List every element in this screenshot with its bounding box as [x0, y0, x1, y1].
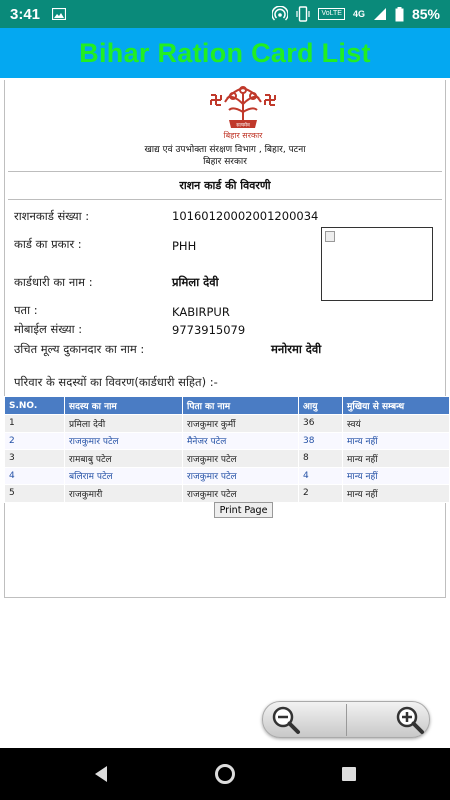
table-row [5, 415, 450, 433]
zoom-divider [346, 704, 347, 736]
zoom-controls [262, 701, 430, 738]
navigation-bar [0, 748, 450, 800]
print-page-button[interactable]: Print Page [214, 502, 273, 518]
column-header: S.NO. [5, 397, 65, 415]
cell-sno: 1 [5, 415, 65, 433]
battery-icon [395, 7, 404, 22]
volte-badge: VoLTE [318, 8, 345, 20]
gallery-notification-icon [52, 8, 66, 20]
section-title: राशन कार्ड की विवरणी [179, 179, 271, 192]
table-row [5, 485, 450, 503]
family-members-table [4, 396, 450, 503]
app-title: Bihar Ration Card List [79, 37, 371, 68]
dealer-value: मनोरमा देवी [271, 342, 322, 356]
holder-name-label: कार्डधारी का नाम : [14, 275, 93, 289]
table-row [5, 467, 450, 485]
dealer-label: उचित मूल्य दुकानदार का नाम : [14, 342, 145, 356]
column-header: आयु [299, 397, 343, 415]
cell-father-name: राजकुमार कुर्मी [183, 415, 299, 433]
column-header: पिता का नाम [183, 397, 299, 415]
cell-relation: मान्य नहीं [343, 485, 450, 503]
ration-card-no-value: 10160120002001200034 [172, 209, 319, 223]
card-type-label: कार्ड का प्रकार : [14, 237, 82, 251]
table-row [5, 432, 450, 450]
network-type: 4G [352, 9, 365, 19]
cell-age: 4 [299, 467, 343, 485]
cell-father-name: राजकुमार पटेल [183, 467, 299, 485]
holder-photo [321, 227, 433, 301]
department-name: खाद्य एवं उपभोक्ता संरक्षण विभाग , बिहार, पटना [144, 145, 306, 155]
status-time: 3:41 [10, 5, 41, 23]
cell-age: 8 [299, 450, 343, 468]
divider [8, 171, 442, 172]
recents-square-icon[interactable] [336, 761, 362, 787]
address-value: KABIRPUR [172, 305, 230, 319]
home-circle-icon[interactable] [212, 761, 238, 787]
cell-member-name: राजकुमारी [65, 485, 183, 503]
cell-relation: स्वयं [343, 415, 450, 433]
cell-sno: 3 [5, 450, 65, 468]
broken-image-icon [325, 231, 335, 242]
mobile-value: 9773915079 [172, 323, 246, 337]
hotspot-icon [272, 6, 288, 22]
back-triangle-icon[interactable] [88, 761, 114, 787]
status-bar [0, 0, 450, 28]
card-type-value: PHH [172, 239, 197, 253]
zoom-in-icon[interactable] [395, 705, 425, 735]
emblem-caption: बिहार सरकार [223, 131, 263, 140]
cell-relation: मान्य नहीं [343, 467, 450, 485]
cell-member-name: प्रमिला देवी [65, 415, 183, 433]
web-content[interactable] [0, 78, 450, 748]
cell-relation: मान्य नहीं [343, 432, 450, 450]
cell-relation: मान्य नहीं [343, 450, 450, 468]
cell-sno: 2 [5, 432, 65, 450]
battery-level: 85% [411, 6, 440, 22]
column-header: मुखिया से सम्बन्ध [343, 397, 450, 415]
column-header: सदस्य का नाम [65, 397, 183, 415]
zoom-out-icon[interactable] [271, 705, 301, 735]
svg-text:सत्यमेव: सत्यमेव [236, 122, 250, 129]
cell-age: 36 [299, 415, 343, 433]
mobile-label: मोबाईल संख्या : [14, 322, 83, 336]
cell-member-name: राजकुमार पटेल [65, 432, 183, 450]
cell-father-name: मैनेजर पटेल [183, 432, 299, 450]
cell-sno: 4 [5, 467, 65, 485]
vibrate-icon [296, 6, 310, 22]
bihar-emblem-logo [203, 84, 283, 140]
government-name: बिहार सरकार [203, 157, 247, 167]
cell-father-name: राजकुमार पटेल [183, 450, 299, 468]
table-row [5, 450, 450, 468]
address-label: पता : [14, 303, 38, 317]
cell-age: 38 [299, 432, 343, 450]
cell-sno: 5 [5, 485, 65, 503]
cell-member-name: बलिराम पटेल [65, 467, 183, 485]
cell-age: 2 [299, 485, 343, 503]
app-bar [0, 28, 450, 78]
holder-name-value: प्रमिला देवी [172, 275, 219, 289]
family-section-title: परिवार के सदस्यों का विवरण(कार्डधारी सहित) :- [14, 375, 218, 389]
divider [8, 199, 442, 200]
ration-card-no-label: राशनकार्ड संख्या : [14, 209, 90, 223]
cell-member-name: रामबाबु पटेल [65, 450, 183, 468]
cell-father-name: राजकुमार पटेल [183, 485, 299, 503]
table-header-row [5, 397, 450, 415]
signal-icon [373, 7, 387, 21]
